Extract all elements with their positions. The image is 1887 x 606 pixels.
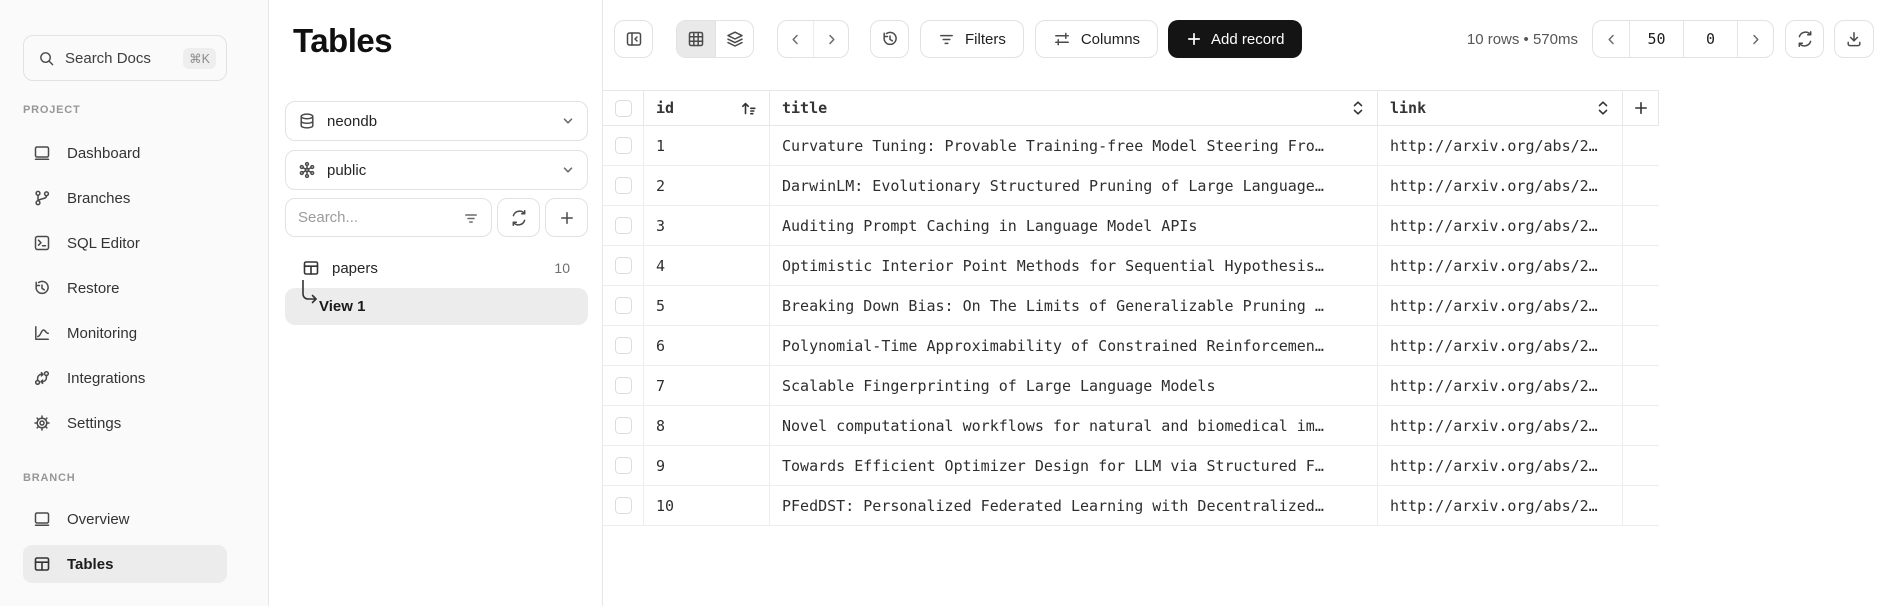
search-docs-label: Search Docs (65, 49, 151, 67)
refresh-tables-button[interactable] (497, 198, 540, 237)
table-icon (302, 259, 320, 277)
view-item-label: View 1 (319, 298, 366, 315)
cell-link[interactable] (1378, 406, 1623, 445)
cell-link-value: http://arxiv.org/abs/2… (1390, 496, 1598, 515)
cell-title[interactable] (770, 166, 1378, 205)
cell-id-value: 6 (656, 336, 666, 355)
sort-chevrons-icon[interactable] (1596, 100, 1610, 116)
next-page-button[interactable] (1737, 21, 1773, 57)
cell-link-value: http://arxiv.org/abs/2… (1390, 336, 1598, 355)
table-row[interactable] (603, 126, 1659, 166)
row-checkbox[interactable] (615, 497, 632, 514)
add-record-label: Add record (1211, 30, 1285, 48)
cell-title-value: Optimistic Interior Point Methods for Sequential Hypothesis… (782, 256, 1324, 275)
schema-select-value: public (327, 161, 367, 179)
cell-link-value: http://arxiv.org/abs/2… (1390, 376, 1598, 395)
cell-link[interactable] (1378, 366, 1623, 405)
chevron-left-icon (788, 32, 803, 47)
table-row[interactable] (603, 366, 1659, 406)
refresh-icon (510, 209, 528, 227)
cell-title-value: Towards Efficient Optimizer Design for LLM via Structured F… (782, 456, 1324, 475)
cell-id-value: 8 (656, 416, 666, 435)
cell-link-value: http://arxiv.org/abs/2… (1390, 216, 1598, 235)
cell-id[interactable] (644, 286, 770, 325)
table-item-label: papers (332, 259, 378, 277)
git-branch-icon (33, 189, 51, 207)
row-checkbox[interactable] (615, 417, 632, 434)
monitoring-chart-icon (33, 324, 51, 342)
cell-id[interactable] (644, 166, 770, 205)
gear-icon (33, 414, 51, 432)
columns-button-label: Columns (1080, 30, 1141, 48)
sidebar-item-label: Dashboard (67, 144, 141, 162)
toolbar-right (1467, 20, 1874, 58)
cell-link-value: http://arxiv.org/abs/2… (1390, 256, 1598, 275)
row-select-cell (603, 366, 644, 405)
search-icon (38, 50, 55, 67)
sidebar-item-label: Branches (67, 189, 131, 207)
cell-id[interactable] (644, 366, 770, 405)
cell-link[interactable] (1378, 246, 1623, 285)
cell-id-value: 2 (656, 176, 666, 195)
sidebar-item-tables[interactable] (23, 545, 227, 583)
cell-id[interactable] (644, 206, 770, 245)
sidebar-item-label: Tables (67, 555, 114, 573)
project-nav (23, 134, 268, 442)
view-mode-switch (676, 20, 754, 58)
section-label-project: PROJECT (23, 104, 81, 116)
row-select-cell (603, 326, 644, 365)
row-checkbox[interactable] (615, 257, 632, 274)
chevron-right-icon (824, 32, 839, 47)
search-shortcut-badge: ⌘K (183, 48, 216, 69)
cell-title-value: Novel computational workflows for natural and biomedical im… (782, 416, 1324, 435)
select-all-cell (603, 91, 644, 125)
row-select-cell (603, 406, 644, 445)
cell-id[interactable] (644, 246, 770, 285)
cell-title-value: Polynomial-Time Approximability of Constrained Reinforcemen… (782, 336, 1324, 355)
cell-title-value: Breaking Down Bias: On The Limits of Generalizable Pruning … (782, 296, 1324, 315)
cell-title-value: Curvature Tuning: Provable Training-free Model Steering Fro… (782, 136, 1324, 155)
pagination-control (1592, 20, 1774, 58)
sidebar-item-branches[interactable] (23, 179, 227, 217)
add-table-button[interactable] (545, 198, 588, 237)
cell-id-value: 4 (656, 256, 666, 275)
download-icon (1845, 30, 1863, 48)
data-grid (603, 90, 1659, 526)
table-body (603, 126, 1659, 526)
main-content (603, 0, 1887, 606)
table-row[interactable] (603, 286, 1659, 326)
history-button[interactable] (870, 20, 909, 58)
filters-button-label: Filters (965, 30, 1006, 48)
sidebar-item-overview[interactable] (23, 500, 227, 538)
cell-id[interactable] (644, 446, 770, 485)
history-nav-group (777, 20, 849, 58)
chevron-down-icon (561, 114, 575, 128)
sidebar-item-monitoring[interactable] (23, 314, 227, 352)
chevron-right-icon (1748, 32, 1763, 47)
row-select-cell (603, 446, 644, 485)
page-offset-input[interactable]: 0 (1683, 21, 1737, 57)
sort-chevrons-icon[interactable] (1351, 100, 1365, 116)
cell-id[interactable] (644, 126, 770, 165)
table-row[interactable] (603, 166, 1659, 206)
row-checkbox[interactable] (615, 457, 632, 474)
columns-button[interactable] (1035, 20, 1158, 58)
section-label-branch: BRANCH (23, 472, 76, 484)
table-row-count: 10 (554, 260, 570, 276)
table-search-input[interactable] (285, 198, 492, 237)
plus-icon (1633, 100, 1649, 116)
table-row[interactable] (603, 406, 1659, 446)
search-docs-button[interactable] (23, 35, 227, 81)
cell-link[interactable] (1378, 166, 1623, 205)
table-row[interactable] (603, 246, 1659, 286)
database-select[interactable] (285, 101, 588, 141)
cell-title[interactable] (770, 326, 1378, 365)
add-column-button[interactable] (1623, 91, 1659, 125)
row-checkbox[interactable] (615, 377, 632, 394)
sidebar-item-label: Overview (67, 510, 130, 528)
cell-title[interactable] (770, 206, 1378, 245)
cell-link[interactable] (1378, 126, 1623, 165)
grid-view-button[interactable] (677, 21, 715, 57)
table-icon (33, 555, 51, 573)
sidebar-item-label: Restore (67, 279, 120, 297)
cell-link-value: http://arxiv.org/abs/2… (1390, 456, 1598, 475)
undo-button[interactable] (778, 21, 813, 57)
schema-select[interactable] (285, 150, 588, 190)
cell-title-value: Scalable Fingerprinting of Large Language Models (782, 376, 1216, 395)
collapse-sidebar-button[interactable] (614, 20, 653, 58)
cell-id-value: 3 (656, 216, 666, 235)
row-select-cell (603, 126, 644, 165)
integrations-icon (33, 369, 51, 387)
grid-view-icon (687, 30, 705, 48)
cell-title[interactable] (770, 126, 1378, 165)
column-header-label: link (1390, 99, 1427, 117)
row-select-cell (603, 206, 644, 245)
row-checkbox[interactable] (615, 137, 632, 154)
row-checkbox[interactable] (615, 177, 632, 194)
cell-title[interactable] (770, 366, 1378, 405)
grid-toolbar (603, 0, 1887, 90)
sidebar-item-restore[interactable] (23, 269, 227, 307)
column-header-title[interactable] (770, 91, 1378, 125)
page-size-input[interactable]: 50 (1629, 21, 1683, 57)
database-icon (298, 112, 316, 130)
chevron-left-icon (1604, 32, 1619, 47)
sidebar-item-integrations[interactable] (23, 359, 227, 397)
database-select-value: neondb (327, 112, 378, 130)
sliders-icon (1053, 30, 1071, 48)
table-row[interactable] (603, 206, 1659, 246)
cell-link-value: http://arxiv.org/abs/2… (1390, 176, 1598, 195)
sidebar-item-label: SQL Editor (67, 234, 140, 252)
cell-id[interactable] (644, 326, 770, 365)
view-item-view1[interactable] (285, 288, 588, 325)
filter-lines-icon (463, 210, 479, 226)
cell-link[interactable] (1378, 486, 1623, 525)
cell-id-value: 7 (656, 376, 666, 395)
column-header-label: id (656, 99, 675, 117)
grid-header-row (603, 90, 1659, 126)
cell-title[interactable] (770, 246, 1378, 285)
download-button[interactable] (1834, 20, 1874, 58)
sidebar-item-label: Integrations (67, 369, 146, 387)
rows-status-text: 10 rows • 570ms (1466, 30, 1578, 48)
refresh-data-button[interactable] (1785, 20, 1824, 58)
prev-page-button[interactable] (1593, 21, 1629, 57)
overview-icon (33, 510, 51, 528)
tables-panel (269, 0, 603, 606)
cell-link-value: http://arxiv.org/abs/2… (1390, 136, 1598, 155)
cell-title[interactable] (770, 486, 1378, 525)
cell-title[interactable] (770, 286, 1378, 325)
sql-editor-icon (33, 234, 51, 252)
column-header-id[interactable] (644, 91, 770, 125)
row-checkbox[interactable] (615, 297, 632, 314)
cell-title[interactable] (770, 406, 1378, 445)
cell-title-value: PFedDST: Personalized Federated Learning with Decentralized… (782, 496, 1324, 515)
cell-id[interactable] (644, 486, 770, 525)
row-select-cell (603, 486, 644, 525)
table-search-row (285, 198, 602, 237)
sidebar-item-label: Monitoring (67, 324, 138, 342)
table-row[interactable] (603, 326, 1659, 366)
filter-lines-icon (938, 31, 955, 48)
plus-icon (1186, 31, 1202, 47)
page-title: Tables (293, 22, 393, 59)
plus-icon (559, 210, 575, 226)
cell-id[interactable] (644, 406, 770, 445)
layers-view-button[interactable] (715, 21, 753, 57)
schema-icon (298, 161, 316, 179)
sort-ascending-icon[interactable] (740, 100, 757, 117)
table-search-placeholder: Search... (298, 209, 359, 226)
select-all-checkbox[interactable] (615, 100, 632, 117)
panel-left-icon (625, 30, 643, 48)
table-row[interactable] (603, 446, 1659, 486)
cell-link[interactable] (1378, 286, 1623, 325)
dashboard-icon (33, 144, 51, 162)
cell-link[interactable] (1378, 326, 1623, 365)
sidebar-item-settings[interactable] (23, 404, 227, 442)
redo-button[interactable] (813, 21, 848, 57)
cell-id-value: 5 (656, 296, 666, 315)
tables-tree (285, 253, 602, 325)
cell-link-value: http://arxiv.org/abs/2… (1390, 416, 1598, 435)
restore-clock-icon (33, 279, 51, 297)
tree-branch-arrow-icon (301, 280, 323, 306)
cell-title-value: DarwinLM: Evolutionary Structured Pruning of Large Language… (782, 176, 1324, 195)
sidebar (0, 0, 269, 606)
filters-button[interactable] (920, 20, 1024, 58)
sidebar-item-label: Settings (67, 414, 122, 432)
cell-title[interactable] (770, 446, 1378, 485)
column-header-link[interactable] (1378, 91, 1623, 125)
row-select-cell (603, 246, 644, 285)
row-checkbox[interactable] (615, 217, 632, 234)
chevron-down-icon (561, 163, 575, 177)
row-select-cell (603, 166, 644, 205)
cell-id-value: 9 (656, 456, 666, 475)
sidebar-item-dashboard[interactable] (23, 134, 227, 172)
table-row[interactable] (603, 486, 1659, 526)
cell-id-value: 1 (656, 136, 666, 155)
sidebar-item-sql-editor[interactable] (23, 224, 227, 262)
layers-icon (726, 30, 744, 48)
history-clock-icon (881, 30, 899, 48)
refresh-icon (1796, 30, 1814, 48)
row-checkbox[interactable] (615, 337, 632, 354)
cell-link[interactable] (1378, 206, 1623, 245)
cell-title-value: Auditing Prompt Caching in Language Model APIs (782, 216, 1198, 235)
table-item-papers[interactable] (285, 253, 602, 283)
cell-link-value: http://arxiv.org/abs/2… (1390, 296, 1598, 315)
cell-link[interactable] (1378, 446, 1623, 485)
row-select-cell (603, 286, 644, 325)
cell-id-value: 10 (656, 496, 675, 515)
branch-nav (23, 500, 268, 583)
column-header-label: title (782, 99, 828, 117)
add-record-button[interactable] (1168, 20, 1302, 58)
